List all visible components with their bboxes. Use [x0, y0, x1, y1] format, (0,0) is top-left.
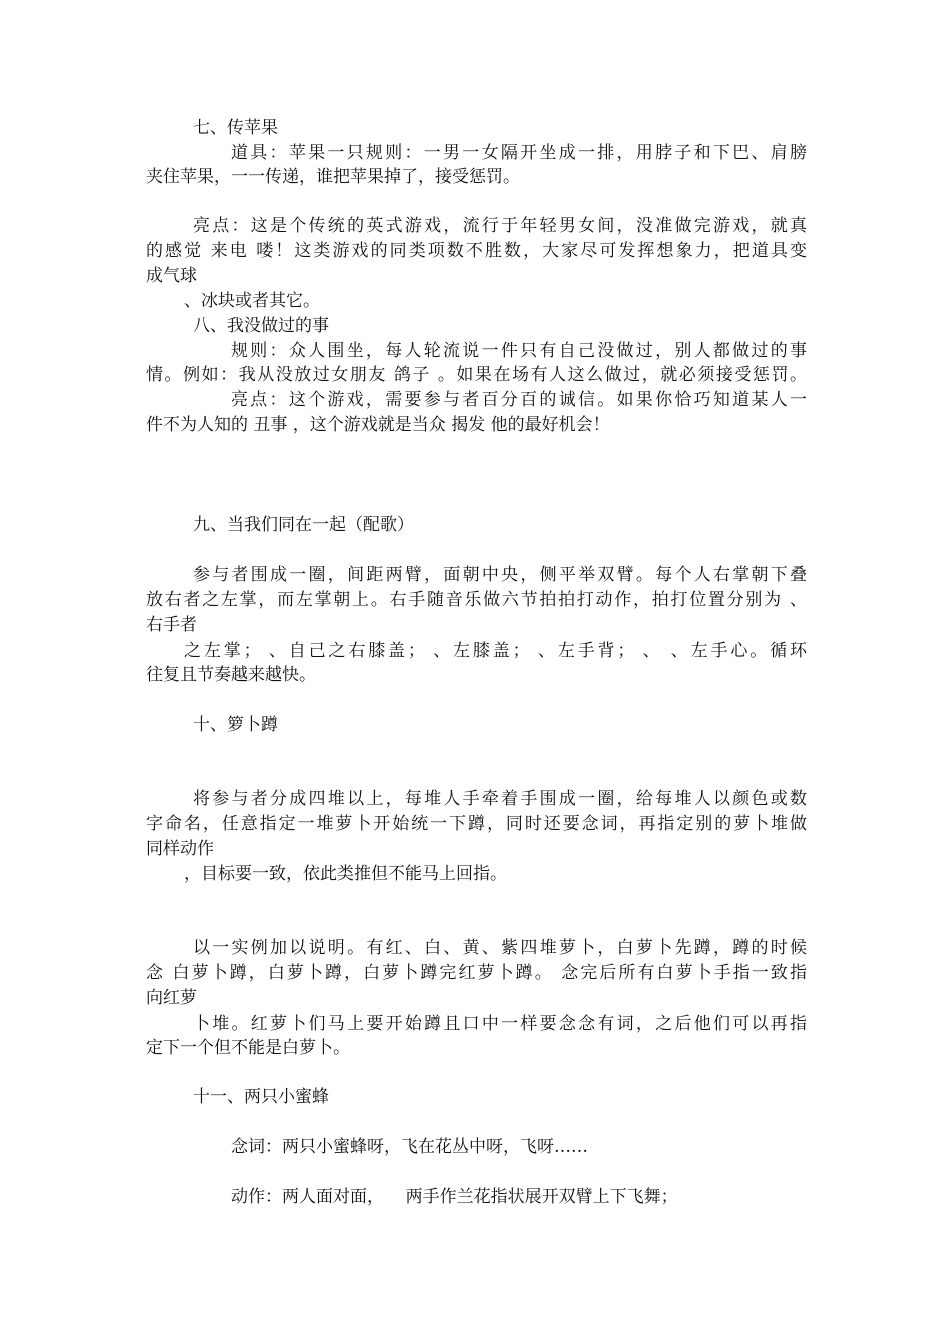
paragraph-line: 道具：苹果一只规则：一男一女隔开坐成一排，用脖子和下巴、肩膀 [231, 143, 807, 163]
paragraph-line: 情。例如：我从没放过女朋友 鸽子 。如果在场有人这么做过，就必须接受惩罚。 [146, 365, 807, 385]
paragraph-line: 右手者 [146, 615, 197, 635]
paragraph-line: 之左掌； 、自己之右膝盖； 、左膝盖； 、左手背； 、 、左手心。循环 [184, 641, 807, 661]
paragraph-line: 定下一个但不能是白萝卜。 [146, 1038, 350, 1058]
heading-11: 十一、两只小蜜蜂 [193, 1087, 329, 1107]
paragraph-line: 动作：两人面对面， 两手作兰花指状展开双臂上下飞舞； [231, 1187, 678, 1207]
heading-10: 十、箩卜蹲 [193, 715, 278, 735]
paragraph-line: 的感觉 来电 喽！这类游戏的同类项数不胜数，大家尽可发挥想象力，把道具变 [146, 241, 807, 261]
paragraph-line: 以一实例加以说明。有红、白、黄、紫四堆萝卜，白萝卜先蹲，蹲的时候 [193, 938, 807, 958]
paragraph-line: 亮点：这个游戏，需要参与者百分百的诚信。如果你恰巧知道某人一 [231, 390, 807, 410]
paragraph-line: 字命名，任意指定一堆萝卜开始统一下蹲，同时还要念词，再指定别的萝卜堆做 [146, 814, 807, 834]
paragraph-line: 同样动作 [146, 839, 214, 859]
paragraph-line: 、冰块或者其它。 [184, 291, 320, 311]
paragraph-line: ，目标要一致，依此类推但不能马上回指。 [184, 864, 507, 884]
paragraph-line: 念词：两只小蜜蜂呀，飞在花丛中呀，飞呀…… [231, 1137, 588, 1157]
paragraph-line: 成气球 [146, 266, 197, 286]
paragraph-line: 参与者围成一圈，间距两臂，面朝中央，侧平举双臂。每个人右掌朝下叠 [193, 565, 807, 585]
heading-9: 九、当我们同在一起（配歌） [193, 515, 414, 535]
paragraph-line: 规则：众人围坐，每人轮流说一件只有自己没做过，别人都做过的事 [231, 341, 807, 361]
paragraph-line: 夹住苹果，一一传递，谁把苹果掉了，接受惩罚。 [146, 167, 520, 187]
paragraph-line: 件不为人知的 丑事 ，这个游戏就是当众 揭发 他的最好机会！ [146, 415, 610, 435]
paragraph-line: 念 白萝卜蹲，白萝卜蹲，白萝卜蹲完红萝卜蹲。 念完后所有白萝卜手指一致指 [146, 963, 807, 983]
paragraph-line: 往复且节奏越来越快。 [146, 665, 316, 685]
paragraph-line: 卜堆。红萝卜们马上要开始蹲且口中一样要念念有词，之后他们可以再指 [193, 1014, 807, 1034]
heading-8: 八、我没做过的事 [193, 316, 329, 336]
paragraph-line: 向红萝 [146, 988, 197, 1008]
heading-7: 七、传苹果 [193, 118, 278, 138]
paragraph-line: 亮点：这是个传统的英式游戏，流行于年轻男女间，没准做完游戏，就真 [193, 216, 807, 236]
paragraph-line: 将参与者分成四堆以上，每堆人手牵着手围成一圈，给每堆人以颜色或数 [193, 789, 807, 809]
paragraph-line: 放右者之左掌，而左掌朝上。右手随音乐做六节拍拍打动作，拍打位置分别为 、 [146, 590, 807, 610]
